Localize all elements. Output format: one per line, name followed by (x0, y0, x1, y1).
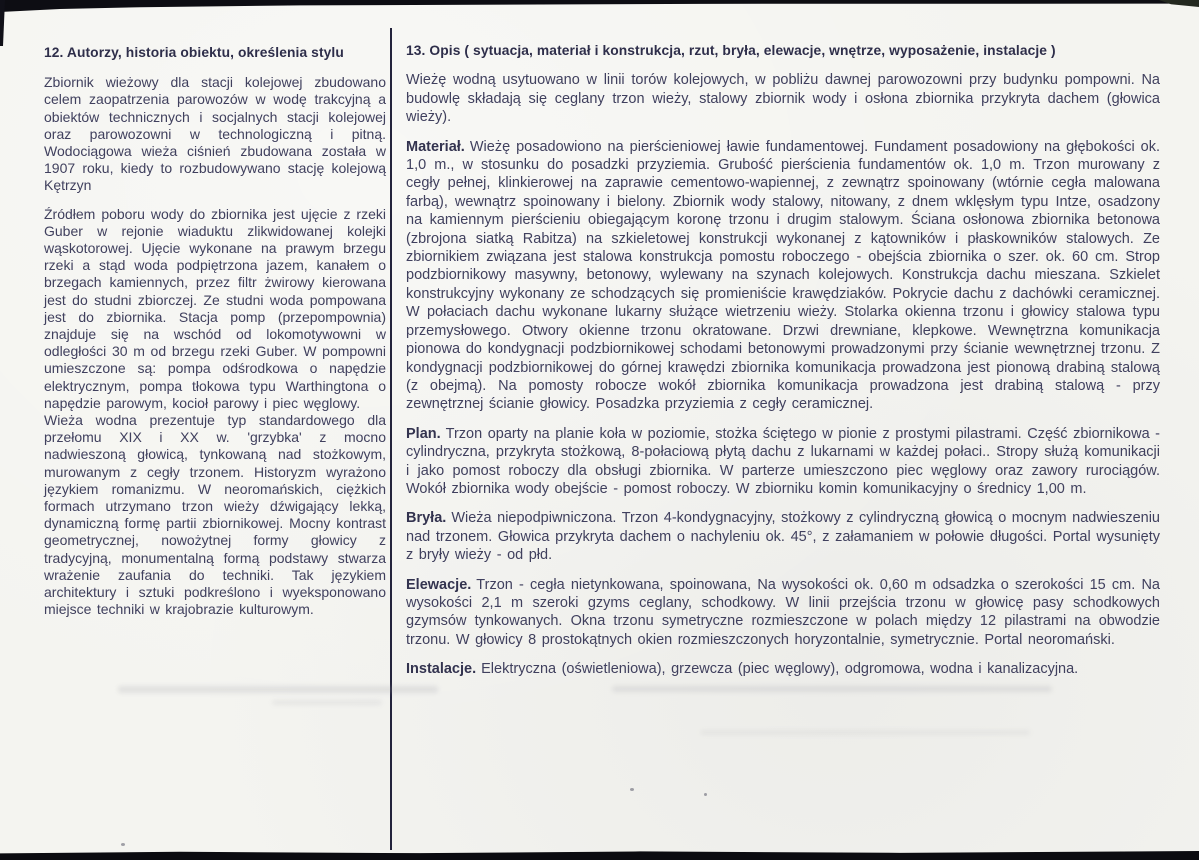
column-divider-line (390, 28, 392, 850)
section-13-paragraph-elevations (406, 576, 1160, 650)
paragraph-lead: Bryła. (406, 510, 447, 527)
section-13-paragraph-plan (406, 425, 1160, 499)
section-12-paragraph-water-source: Źródłem poboru wody do zbiornika jest ujęcie z rzeki Guber w rejonie wiaduktu zlikwidowanej kolejki wąskotorowej. Ujęcie wykonane na prawym brzegu rzeki a stąd woda podpiętrzona jazem, kanałem o brzegach kamiennych, przez filtr żwirowy kierowana jest do studni zbiorczej. Ze studni woda pompowana jest do zbiornika. Stacja pomp (przepompownia) znajduje się na wschód od lokomotywowni w odległości 30 m od brzegu rzeki Guber. W pompowni umieszczone są: pompa odśrodkowa o napędzie elektrycznym, pompa tłokowa typu Warthingtona o napędzie parowym, kocioł parowy i piec węglowy. (44, 205, 386, 411)
paragraph-text: Trzon oparty na planie koła w poziomie, stożka ściętego w pionie z prostymi pilastrami. Część zbiornikowa - cylindryczna, przykryta stożkową, 8-połaciową płytą dachu z lukarnami w każdej połaci.. Stropy służą komunikacji i jako pomost roboczy dla obsługi zbiornika. W parterze umieszczono piec węglowy oraz zawory rurociągów. Wokół zbiornika wody obejście - pomost roboczy. W zbiorniku komin komunikacyjny o średnicy 1,00 m. (406, 425, 1160, 497)
scan-speck (630, 788, 634, 791)
paragraph-text: Trzon - cegła nietynkowana, spoinowana, Na wysokości ok. 0,60 m odsadzka o szerokości 15 cm. Na wysokości 2,1 m szeroki gzyms ceglany, schodkowy. W linii przejścia trzonu w głowicę pasy schodkowych gzymsów tynkowanych. Okna trzonu symetryczne rozmieszczone w polach między 12 pilastrami na obwodzie trzonu. W głowicy 8 prostokątnych okien rozmieszczonych horyzontalnie, symetrycznie. Portal neoromański. (406, 576, 1160, 648)
section-13-paragraph-installations (406, 660, 1160, 678)
paragraph-text: Elektryczna (oświetleniowa), grzewcza (piec węglowy), odgromowa, wodna i kanalizacyjna. (481, 661, 1079, 678)
section-13-column (406, 42, 1160, 690)
scan-edge-top (0, 0, 1199, 12)
paragraph-text: Wieża niepodpiwniczona. Trzon 4-kondygnacyjny, stożkowy z cylindryczną głowicą o mocnym nadwieszeniu nad trzonem. Głowica przykryta dachem o nachyleniu ok. 45°, z załamaniem w połowie długości. Portal wysunięty z bryły wieży - od płd. (406, 510, 1160, 564)
paragraph-lead: Instalacje. (406, 661, 477, 678)
scan-bleedthrough-smudge (700, 730, 1030, 735)
paragraph-lead: Plan. (406, 425, 441, 442)
scan-speck (121, 843, 125, 846)
scan-edge-left (0, 0, 5, 46)
section-13-heading: 13. Opis ( sytuacja, materiał i konstrukcja, rzut, bryła, elewacje, wnętrze, wyposażenie, instalacje ) (406, 43, 1056, 58)
section-12-paragraph-style: Wieża wodna prezentuje typ standardowego dla przełomu XIX i XX w. 'grzybka' z mocno nadwieszoną głowicą, tynkowaną nad stożkowym, murowanym z cegły trzonem. Historyzm wyrażono językiem romanizmu. W neoromańskich, ciężkich formach utrzymano trzon wieży dźwigający lekką, dynamiczną formę partii zbiornikowej. Mocny kontrast geometrycznej, nowożytnej formy głowicy z tradycyjną, monumentalną formą podstawy stwarza wrażenie zaufania do techniki. Tak językiem architektury i sztuki podkreślono i wyeksponowano miejsce techniki w krajobrazie kulturowym. (44, 412, 386, 618)
paragraph-lead: Elewacje. (406, 576, 472, 593)
section-12-paragraph-history: Zbiornik wieżowy dla stacji kolejowej zbudowano celem zaopatrzenia parowozów w wodę trakcyjną a obiektów technicznych i socjalnych stacji kolejowej oraz parowozowni w technologiczną i pitną. Wodociągowa wieża ciśnień zbudowana została w 1907 roku, kiedy to rozbudowywano stację kolejową Kętrzyn (44, 74, 386, 194)
paragraph-lead: Materiał. (406, 138, 465, 155)
section-12-heading: 12. Autorzy, historia obiektu, określenia stylu (44, 45, 344, 60)
scan-speck (704, 793, 707, 796)
section-13-paragraph-massing (406, 509, 1160, 564)
scan-bleedthrough-smudge (272, 700, 382, 705)
section-13-paragraph-material (406, 138, 1160, 414)
scan-edge-bottom (0, 849, 1199, 860)
paragraph-text: Wieżę posadowiono na pierścieniowej ławie fundamentowej. Fundament posadowiony na głębokości ok. 1,0 m., w stosunku do posadzki przyziemia. Grubość pierścienia fundamentów ok. 1,0 m. Trzon murowany z cegły pełnej, klinkierowej na zaprawie cementowo-wapiennej, z zewnątrz spoinowany (wtórnie cegła malowana farbą), wewnątrz spoinowany i bielony. Zbiornik wody stalowy, nitowany, z dnem wklęsłym typu Intze, osadzony na kamiennym pierścieniu obiegającym koronę trzonu i drugim stalowym. Ściana osłonowa zbiornika betonowa (zbrojona siatką Rabitza) na szkieletowej konstrukcji wykonanej z kątowników i płaskowników stalowych. Ze zbiornikiem związana jest stalowa konstrukcja pomostu roboczego - obejścia zbiornika o szer. ok. 60 cm. Strop podzbiornikowy masywny, betonowy, wylewany na szynach kolejowych. Konstrukcja dachu mieszana. Szkielet konstrukcyjny wykonany ze schodzących się promieniście krawędziaków. Pokrycie dachu z dachówki ceramicznej. W połaciach dachu wykonane lukarny służące wietrzeniu wieży. Stolarka okienna trzonu i głowicy stalowa typu przemysłowego. Otwory okienne trzonu okratowane. Drzwi drewniane, klepkowe. Wewnętrzna komunikacja pionowa do kondygnacji podzbiornikowej schodami betonowymi prowadzonymi przy ścianie wewnętrznej trzonu. Z kondygnacji podzbiornikowej do górnej krawędzi zbiornika komunikacja prowadzona jest pionową drabiną stalową (z obejmą). Na pomosty robocze wokół zbiornika komunikacja prowadzona jest drabiną stalową - przy zewnętrznej ścianie głowicy. Posadzka przyziemia z cegły ceramicznej. (406, 138, 1160, 413)
paragraph-text: Wieżę wodną usytuowano w linii torów kolejowych, w pobliżu dawnej parowozowni przy budynku pompowni. Na budowlę składają się ceglany trzon wieży, stalowy zbiornik wody i osłona zbiornika przykryta dachem (głowica wieży). (406, 72, 1160, 126)
section-13-paragraph-situation (406, 71, 1160, 126)
section-12-column (44, 44, 386, 619)
